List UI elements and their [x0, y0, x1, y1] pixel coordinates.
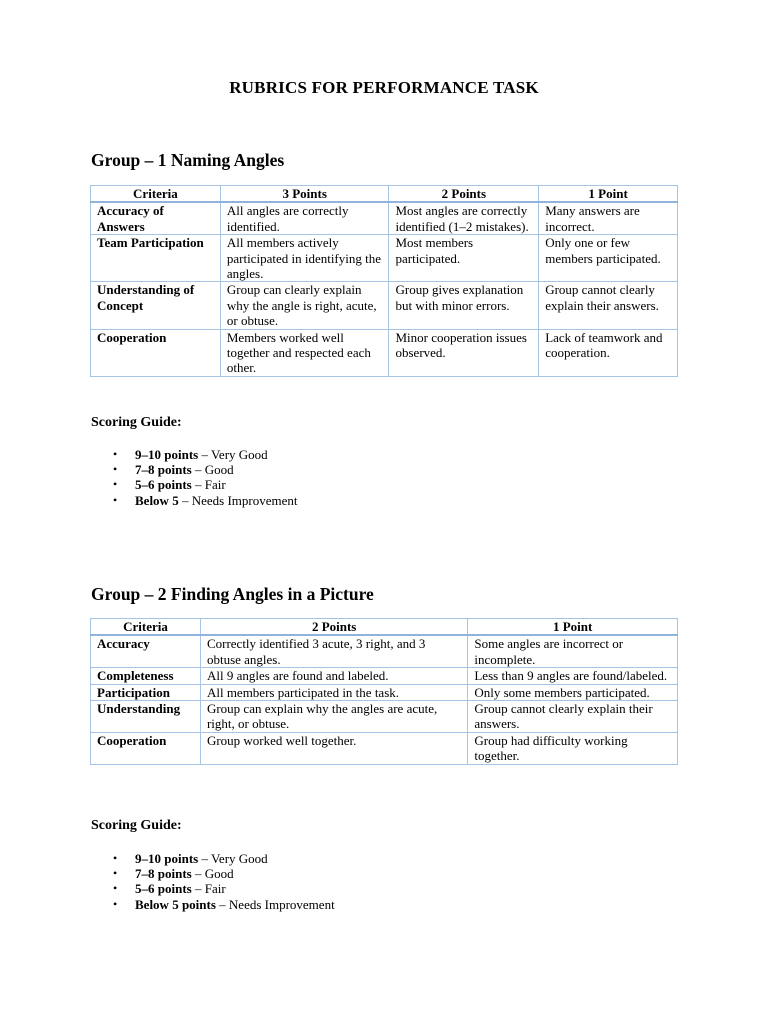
criteria-cell: Understanding of Concept — [91, 282, 221, 329]
table-cell: Less than 9 angles are found/labeled. — [468, 668, 678, 684]
table-cell: All members actively participated in identifying the angles. — [220, 235, 389, 282]
score-range: 9–10 points — [135, 447, 199, 462]
table-row — [91, 329, 678, 376]
table-cell: Most angles are correctly identified (1–2 mistakes). — [389, 202, 539, 234]
table-cell: Minor cooperation issues observed. — [389, 329, 539, 376]
column-header: 2 Points — [200, 619, 467, 636]
table-header-row — [91, 619, 678, 636]
group-1-rubric-table — [90, 185, 678, 377]
group-2-scoring-label: Scoring Guide: — [91, 818, 182, 833]
score-range: 7–8 points — [135, 866, 192, 882]
bullet-icon: • — [113, 462, 118, 477]
score-range: Below 5 points — [135, 896, 216, 912]
list-item — [113, 897, 335, 912]
score-range: Below 5 — [135, 492, 179, 508]
column-header: Criteria — [91, 619, 201, 636]
table-cell: Lack of teamwork and cooperation. — [539, 329, 678, 376]
score-rating: – Fair — [191, 477, 226, 493]
score-rating: – Fair — [191, 881, 226, 897]
list-item — [113, 447, 297, 462]
score-rating: – Very Good — [198, 851, 268, 866]
table-row — [91, 235, 678, 282]
group-2-scoring-list — [113, 851, 335, 912]
column-header: 1 Point — [539, 186, 678, 203]
score-range: 5–6 points — [135, 477, 192, 493]
bullet-icon: • — [113, 851, 118, 865]
score-rating: – Very Good — [198, 447, 268, 462]
table-cell: Group cannot clearly explain their answers. — [468, 701, 678, 733]
bullet-icon: • — [113, 881, 118, 896]
criteria-cell: Completeness — [91, 668, 201, 684]
group-1-scoring-label: Scoring Guide: — [91, 415, 182, 430]
table-cell: Group had difficulty working together. — [468, 732, 678, 764]
score-rating: – Needs Improvement — [178, 492, 298, 508]
score-rating: – Good — [191, 462, 234, 478]
group-2-rubric-table — [90, 618, 678, 765]
column-header: 2 Points — [389, 186, 539, 203]
table-header-row — [91, 186, 678, 203]
bullet-icon: • — [113, 447, 118, 461]
score-range: 5–6 points — [135, 881, 192, 897]
column-header: 3 Points — [220, 186, 389, 203]
bullet-icon: • — [113, 866, 118, 881]
score-rating: – Needs Improvement — [215, 896, 335, 912]
list-item — [113, 851, 335, 866]
criteria-cell: Understanding — [91, 701, 201, 733]
criteria-cell: Accuracy — [91, 635, 201, 667]
table-row — [91, 684, 678, 700]
criteria-cell: Accuracy of Answers — [91, 202, 221, 234]
column-header: Criteria — [91, 186, 221, 203]
table-cell: Group can clearly explain why the angle is right, acute, or obtuse. — [220, 282, 389, 329]
criteria-cell: Team Participation — [91, 235, 221, 282]
list-item — [113, 881, 335, 896]
criteria-cell: Cooperation — [91, 732, 201, 764]
table-row — [91, 635, 678, 667]
table-cell: Group can explain why the angles are acute, right, or obtuse. — [200, 701, 467, 733]
table-cell: All angles are correctly identified. — [220, 202, 389, 234]
table-cell: Group cannot clearly explain their answers. — [539, 282, 678, 329]
list-item — [113, 493, 297, 508]
table-cell: Only some members participated. — [468, 684, 678, 700]
table-cell: Some angles are incorrect or incomplete. — [468, 635, 678, 667]
criteria-cell: Cooperation — [91, 329, 221, 376]
score-range: 9–10 points — [135, 851, 199, 866]
table-cell: Many answers are incorrect. — [539, 202, 678, 234]
list-item — [113, 477, 297, 492]
page-title: RUBRICS FOR PERFORMANCE TASK — [229, 78, 539, 97]
bullet-icon: • — [113, 896, 118, 911]
table-cell: Members worked well together and respected each other. — [220, 329, 389, 376]
table-cell: Only one or few members participated. — [539, 235, 678, 282]
score-range: 7–8 points — [135, 462, 192, 478]
column-header: 1 Point — [468, 619, 678, 636]
table-row — [91, 701, 678, 733]
table-cell: Correctly identified 3 acute, 3 right, and 3 obtuse angles. — [200, 635, 467, 667]
list-item — [113, 462, 297, 477]
table-cell: All members participated in the task. — [200, 684, 467, 700]
table-row — [91, 282, 678, 329]
table-cell: All 9 angles are found and labeled. — [200, 668, 467, 684]
table-cell: Group worked well together. — [200, 732, 467, 764]
criteria-cell: Participation — [91, 684, 201, 700]
table-cell: Group gives explanation but with minor errors. — [389, 282, 539, 329]
table-row — [91, 668, 678, 684]
table-row — [91, 202, 678, 234]
bullet-icon: • — [113, 492, 118, 507]
group-2-heading: Group – 2 Finding Angles in a Picture — [91, 584, 374, 604]
group-1-scoring-list — [113, 447, 297, 508]
bullet-icon: • — [113, 477, 118, 492]
group-1-heading: Group – 1 Naming Angles — [91, 150, 285, 170]
table-row — [91, 732, 678, 764]
list-item — [113, 866, 335, 881]
score-rating: – Good — [191, 866, 234, 882]
table-cell: Most members participated. — [389, 235, 539, 282]
